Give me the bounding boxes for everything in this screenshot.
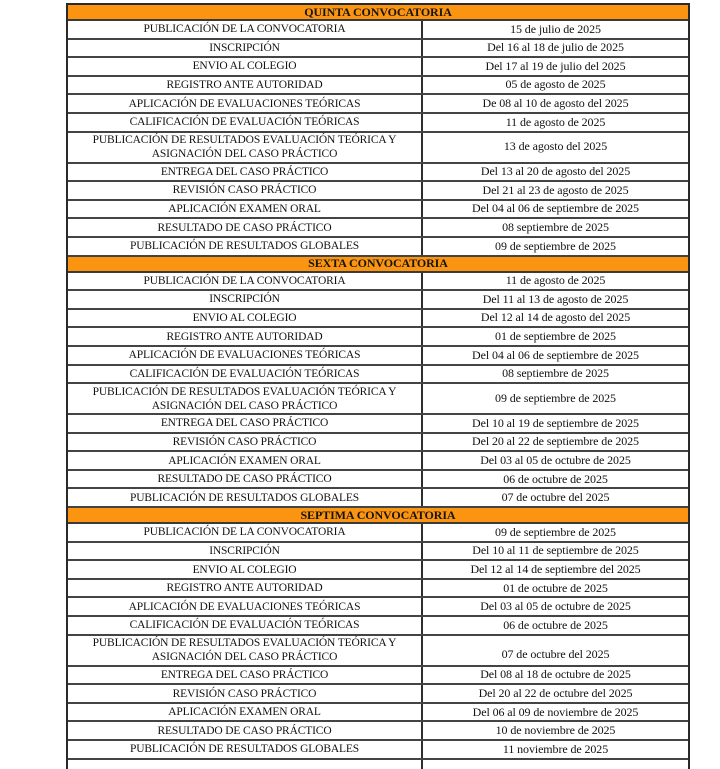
table-row — [68, 201, 688, 220]
table-row — [68, 238, 688, 257]
row-label-cell: ENVIO AL COLEGIO — [68, 561, 423, 578]
table-row — [68, 347, 688, 366]
row-label-cell: ENTREGA DEL CASO PRÁCTICO — [68, 164, 423, 181]
table-row — [68, 310, 688, 329]
row-label-cell: REGISTRO ANTE AUTORIDAD — [68, 580, 423, 597]
table-row — [68, 182, 688, 201]
row-value-cell: 05 de agosto de 2025 — [505, 77, 606, 92]
row-value-cell: 11 de agosto de 2025 — [505, 273, 606, 288]
table-row — [68, 524, 688, 543]
table-row — [68, 636, 688, 667]
row-label-cell: RESULTADO DE CASO PRÁCTICO — [68, 722, 423, 739]
row-label-cell: CALIFICACIÓN DE EVALUACIÓN TEÓRICAS — [68, 114, 423, 131]
row-label-cell: PUBLICACIÓN DE RESULTADOS EVALUACIÓN TEÓRICA Y ASIGNACIÓN DEL CASO PRÁCTICO — [68, 384, 423, 413]
table-row — [68, 40, 688, 59]
table-row — [68, 722, 688, 741]
row-value-cell: 09 de septiembre de 2025 — [495, 391, 616, 405]
row-value-cell: 11 noviembre de 2025 — [502, 741, 609, 756]
table-row — [68, 667, 688, 686]
table-row — [68, 471, 688, 490]
table-row — [68, 543, 688, 562]
table-row — [68, 95, 688, 114]
table-row — [68, 415, 688, 434]
row-value-cell: Del 13 al 20 de agosto del 2025 — [480, 164, 631, 179]
row-value-cell: 07 de octubre del 2025 — [501, 647, 610, 662]
row-label-cell: REGISTRO ANTE AUTORIDAD — [68, 328, 423, 345]
table-row — [68, 384, 688, 415]
row-value-cell: 07 de octubre del 2025 — [501, 490, 610, 505]
row-label-cell: ENTREGA DEL CASO PRÁCTICO — [68, 667, 423, 684]
row-value-cell: 09 de septiembre de 2025 — [495, 524, 616, 539]
row-value-cell: 08 septiembre de 2025 — [502, 366, 609, 381]
row-label-cell: PUBLICACIÓN DE LA CONVOCATORIA — [68, 273, 423, 290]
row-label-cell: REVISIÓN CASO PRÁCTICO — [68, 182, 423, 199]
table-row — [68, 685, 688, 704]
row-value-cell: Del 10 al 19 de septiembre de 2025 — [472, 415, 639, 430]
row-value-cell: 06 de octubre de 2025 — [503, 617, 608, 632]
row-label-cell: ENVIO AL COLEGIO — [68, 58, 423, 75]
table-row — [68, 489, 688, 508]
row-label-cell: INSCRIPCIÓN — [68, 40, 423, 57]
row-label-cell: PUBLICACIÓN DE RESULTADOS EVALUACIÓN TEÓRICA Y ASIGNACIÓN DEL CASO PRÁCTICO — [68, 636, 423, 665]
row-value-cell: Del 04 al 06 de septiembre de 2025 — [472, 201, 639, 216]
row-value-cell: 09 de septiembre de 2025 — [495, 238, 616, 253]
table-row — [68, 366, 688, 385]
row-value-cell: De 08 al 10 de agosto del 2025 — [482, 96, 629, 111]
row-value-cell — [423, 760, 688, 769]
row-label-cell: PUBLICACIÓN DE RESULTADOS EVALUACIÓN TEÓRICA Y ASIGNACIÓN DEL CASO PRÁCTICO — [68, 133, 423, 162]
row-label-cell: REGISTRO ANTE AUTORIDAD — [68, 77, 423, 94]
row-value-cell: 13 de agosto del 2025 — [503, 139, 608, 154]
row-value-cell: Del 06 al 09 de noviembre de 2025 — [472, 704, 639, 719]
row-value-cell: Del 16 al 18 de julio de 2025 — [487, 40, 624, 55]
row-value-cell: Del 12 al 14 de septiembre del 2025 — [470, 561, 641, 576]
row-value-cell: 15 de julio de 2025 — [510, 21, 601, 36]
table-row — [68, 598, 688, 617]
table-row — [68, 741, 688, 760]
table-row — [68, 580, 688, 599]
table-row — [68, 58, 688, 77]
row-label-cell: RESULTADO DE CASO PRÁCTICO — [68, 219, 423, 236]
row-label-cell: INSCRIPCIÓN — [68, 543, 423, 560]
table-row — [68, 77, 688, 96]
row-value-cell: Del 04 al 06 de septiembre de 2025 — [472, 347, 639, 362]
row-label-cell: APLICACIÓN EXAMEN ORAL — [68, 704, 423, 721]
table-row — [68, 452, 688, 471]
section-header-sexta: SEXTA CONVOCATORIA — [68, 257, 688, 273]
section-header-quinta: QUINTA CONVOCATORIA — [68, 5, 688, 21]
row-value-cell: Del 12 al 14 de agosto del 2025 — [480, 310, 631, 325]
row-label-cell: APLICACIÓN DE EVALUACIONES TEÓRICAS — [68, 95, 423, 112]
convocatoria-schedule-table — [66, 3, 690, 769]
row-label-cell: PUBLICACIÓN DE LA CONVOCATORIA — [68, 524, 423, 541]
table-row — [68, 617, 688, 636]
row-value-cell: Del 21 al 23 de agosto de 2025 — [482, 182, 629, 197]
table-row — [68, 219, 688, 238]
row-value-cell: 10 de noviembre de 2025 — [495, 723, 616, 738]
row-value-cell: Del 11 al 13 de agosto de 2025 — [482, 291, 629, 306]
row-label-cell: APLICACIÓN EXAMEN ORAL — [68, 201, 423, 218]
row-label-cell: CALIFICACIÓN DE EVALUACIÓN TEÓRICAS — [68, 366, 423, 383]
row-value-cell: 08 septiembre de 2025 — [502, 220, 609, 235]
row-label-cell: RESULTADO DE CASO PRÁCTICO — [68, 471, 423, 488]
row-label-cell: ENTREGA DEL CASO PRÁCTICO — [68, 415, 423, 432]
row-value-cell: 06 de octubre de 2025 — [503, 471, 608, 486]
table-row — [68, 273, 688, 292]
row-label-cell: APLICACIÓN DE EVALUACIONES TEÓRICAS — [68, 598, 423, 615]
table-row — [68, 291, 688, 310]
row-label-cell: CALIFICACIÓN DE EVALUACIÓN TEÓRICAS — [68, 617, 423, 634]
row-value-cell: Del 03 al 05 de octubre de 2025 — [480, 452, 631, 467]
row-label-cell: APLICACIÓN EXAMEN ORAL — [68, 452, 423, 469]
row-value-cell: 01 de septiembre de 2025 — [495, 329, 616, 344]
row-label-cell: PUBLICACIÓN DE RESULTADOS GLOBALES — [68, 741, 423, 758]
row-value-cell: Del 20 al 22 de octubre del 2025 — [478, 685, 633, 700]
table-row — [68, 434, 688, 453]
row-label-cell: APLICACIÓN DE EVALUACIONES TEÓRICAS — [68, 347, 423, 364]
row-value-cell: Del 20 al 22 de septiembre de 2025 — [472, 434, 639, 449]
row-value-cell: 01 de octubre de 2025 — [503, 580, 608, 595]
empty-table-row — [68, 760, 688, 769]
table-row — [68, 704, 688, 723]
row-label-cell: ENVIO AL COLEGIO — [68, 310, 423, 327]
row-value-cell: Del 03 al 05 de octubre de 2025 — [480, 599, 631, 614]
row-label-cell — [68, 760, 423, 769]
row-label-cell: REVISIÓN CASO PRÁCTICO — [68, 685, 423, 702]
row-value-cell: Del 08 al 18 de octubre de 2025 — [480, 667, 631, 682]
row-label-cell: PUBLICACIÓN DE RESULTADOS GLOBALES — [68, 489, 423, 506]
table-row — [68, 114, 688, 133]
table-row — [68, 164, 688, 183]
row-label-cell: PUBLICACIÓN DE LA CONVOCATORIA — [68, 21, 423, 38]
row-value-cell: Del 17 al 19 de julio del 2025 — [485, 58, 626, 73]
row-value-cell: 11 de agosto de 2025 — [505, 114, 606, 129]
table-row — [68, 21, 688, 40]
row-label-cell: INSCRIPCIÓN — [68, 291, 423, 308]
row-label-cell: REVISIÓN CASO PRÁCTICO — [68, 434, 423, 451]
table-row — [68, 561, 688, 580]
row-label-cell: PUBLICACIÓN DE RESULTADOS GLOBALES — [68, 238, 423, 255]
table-row — [68, 328, 688, 347]
section-header-septima: SEPTIMA CONVOCATORIA — [68, 508, 688, 524]
row-value-cell: Del 10 al 11 de septiembre de 2025 — [472, 543, 639, 558]
table-row — [68, 133, 688, 164]
